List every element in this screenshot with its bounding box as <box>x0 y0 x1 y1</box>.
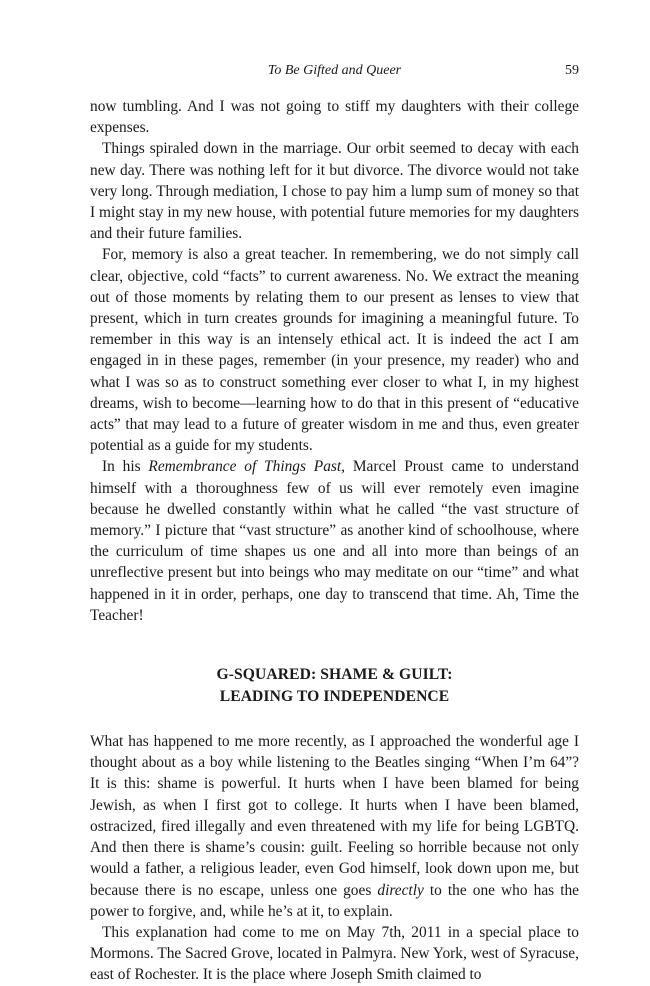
page-number: 59 <box>565 63 579 78</box>
paragraph <box>90 456 579 626</box>
running-head <box>90 60 579 82</box>
section-heading-line: G-SQUARED: SHAME & GUILT: <box>216 666 453 684</box>
section-body-1 <box>90 96 579 626</box>
paragraph: Things spiraled down in the marriage. Our orbit seemed to decay with each new day. There was nothing left for it but divorce. The divorce would not take very long. Through mediation, I chose to pay him a lump sum of money so that I might stay in my new house, with potential future memories for my daughters and their future families. <box>90 140 579 243</box>
paragraph: For, memory is also a great teacher. In remembering, we do not simply call clear, objective, cold “facts” to current awareness. No. We extract the meaning out of those moments by relating them to our present as lenses to view that present, which in turn creates grounds for imagining a meaningful future. To remember in this way is an intensely ethical act. It is indeed the act I am engaged in in these pages, remember (in your presence, my reader) who and what I was so as to construct something ever closer to what I, in my highest dreams, wish to become—learning how to do that in this present of “educative acts” that may lead to a future of greater wisdom in me and thus, even greater potential as a guide for my students. <box>90 246 579 455</box>
section-heading <box>90 664 579 707</box>
section-heading-line: LEADING TO INDEPENDENCE <box>219 687 450 705</box>
running-head-title: To Be Gifted and Queer <box>267 63 402 78</box>
section-body-2 <box>90 731 579 985</box>
book-page <box>90 60 579 986</box>
paragraph <box>90 731 579 922</box>
paragraph: This explanation had come to me on May 7th, 2011 in a special place to Mormons. The Sacred Grove, located in Palmyra. New York, west of Syracuse, east of Rochester. It is the place where Joseph Smith claimed to <box>90 923 579 984</box>
paragraph: now tumbling. And I was not going to stiff my daughters with their college expenses. <box>90 98 579 137</box>
paragraph-text: What has happened to me more recently, as I approached the wonderful age I thought about as a boy while listening to the Beatles singing “When I’m 64”? It is this: shame is powerful. It hurts when I have been blamed for being Jewish, as when I first got to college. It hurts when I have been blamed, ostracized, fired illegally and even threatened with my life for being LGBTQ. And then there is shame’s cousin: guilt. Feeling so horrible because not only would a father, a religious leader, even God himself, look down upon me, but because there is no escape, unless one goes <box>90 733 579 899</box>
paragraph-text: to the one who has the power to forgive, and, while he’s at it, to explain. <box>90 881 579 920</box>
book-title-italic: Remembrance of Things Past, <box>148 458 346 476</box>
emphasis-italic: directly <box>377 881 424 899</box>
paragraph-text: Marcel Proust came to understand himself with a thoroughness few of us will ever remotely even imagine because he dwelled constantly within what he called “the vast structure of memory.” I picture that “vast structure” as another kind of schoolhouse, where the curriculum of time shapes us one and all into more than beings of an unreflective present but into beings who may meditate on our “time” and what happened in it in order, perhaps, one day to transcend that time. Ah, Time the Teacher! <box>90 458 579 624</box>
paragraph-text: In his <box>102 458 149 476</box>
